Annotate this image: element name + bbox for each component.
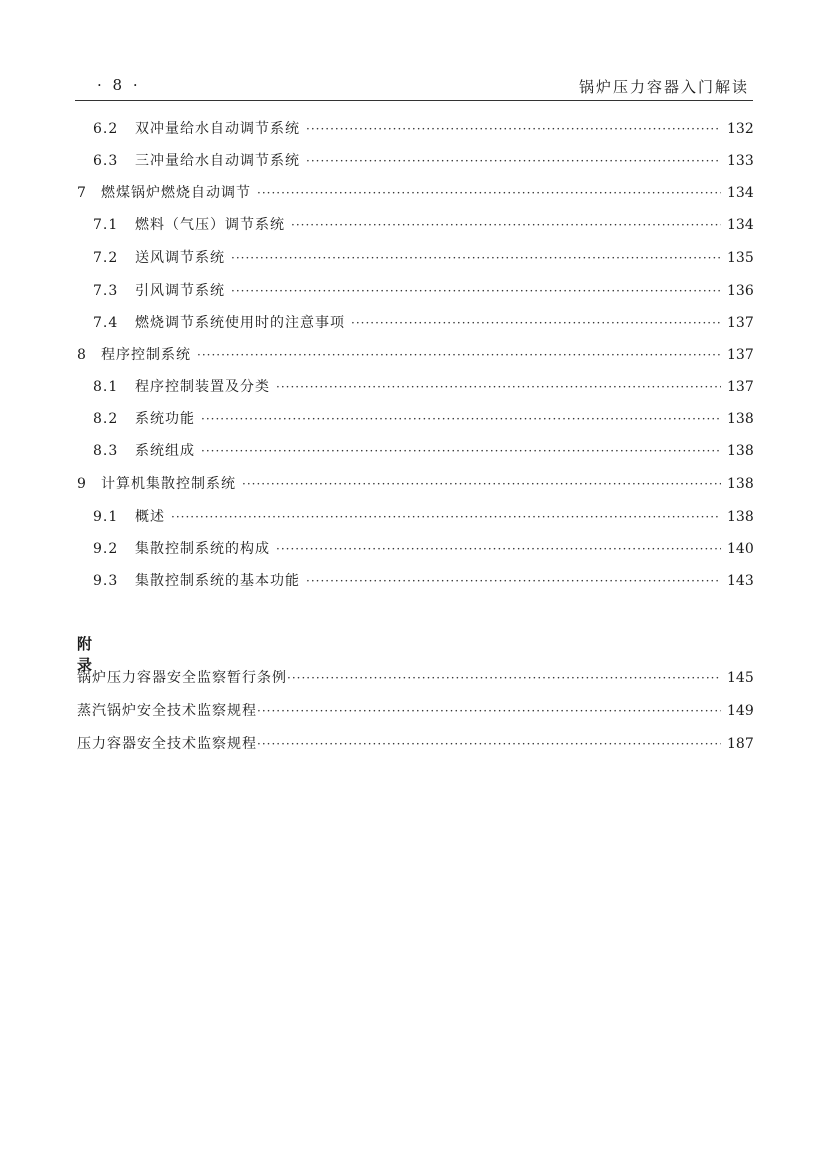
toc-entry-title: 集散控制系统的基本功能 [135,573,300,589]
toc-entry-number: 9.1 [93,509,119,525]
toc-entry-page: 137 [727,315,754,331]
toc-dot-leader [306,570,721,592]
appendix-entry[interactable] [77,667,753,689]
toc-dot-leader [257,182,721,204]
toc-dot-leader [306,118,721,140]
toc-entry-page: 138 [727,476,754,492]
toc-entry-title: 燃煤锅炉燃烧自动调节 [101,185,251,201]
toc-entry-page: 132 [727,121,754,137]
toc-entry-number: 6.2 [93,121,119,137]
toc-entry[interactable] [93,312,753,334]
toc-entry-number: 9.3 [93,573,119,589]
toc-entry-title: 程序控制装置及分类 [135,379,270,395]
toc-entry-number: 7.4 [93,315,119,331]
toc-entry[interactable] [77,473,753,495]
toc-entry-page: 143 [727,573,754,589]
toc-entry-page: 135 [727,250,754,266]
toc-entry-title: 燃烧调节系统使用时的注意事项 [135,315,345,331]
toc-entry-title: 引风调节系统 [135,283,225,299]
toc-entry-title: 送风调节系统 [135,250,225,266]
toc-entry-title: 系统组成 [135,443,195,459]
toc-entry-number: 7 [77,185,87,201]
toc-entry-page: 137 [727,379,754,395]
toc-entry[interactable] [77,182,753,204]
appendix-entry[interactable] [77,733,753,755]
toc-entry-number: 8.2 [93,411,119,427]
appendix-entry-title: 锅炉压力容器安全监察暂行条例 [77,670,287,686]
toc-entry[interactable] [77,344,753,366]
toc-entry-title: 概述 [135,509,165,525]
toc-entry-title: 双冲量给水自动调节系统 [135,121,300,137]
toc-entry[interactable] [93,506,753,528]
toc-dot-leader [257,733,721,755]
toc-entry-number: 6.3 [93,153,119,169]
toc-entry-page: 137 [727,347,754,363]
toc-entry-title: 三冲量给水自动调节系统 [135,153,300,169]
book-title: 锅炉压力容器入门解读 [578,78,749,96]
toc-entry-page: 138 [727,411,754,427]
toc-entry-page: 134 [727,217,754,233]
toc-dot-leader [276,538,721,560]
toc-entry[interactable] [93,150,753,172]
appendix-entry-page: 149 [727,703,754,719]
toc-entry-page: 138 [727,509,754,525]
toc-dot-leader [306,150,721,172]
header-rule [75,100,753,101]
toc-dot-leader [197,344,721,366]
toc-entry-number: 8 [77,347,87,363]
running-head [75,74,753,100]
toc-entry-number: 8.3 [93,443,119,459]
toc-entry[interactable] [93,440,753,462]
toc-entry[interactable] [93,570,753,592]
toc-dot-leader [291,214,721,236]
toc-entry-number: 9 [77,476,87,492]
toc-entry-title: 计算机集散控制系统 [101,476,236,492]
toc-dot-leader [201,408,721,430]
toc-entry-title: 燃料（气压）调节系统 [135,217,285,233]
toc-entry-page: 138 [727,443,754,459]
toc-entry[interactable] [93,538,753,560]
toc-entry-page: 136 [727,283,754,299]
toc-entry[interactable] [93,280,753,302]
toc-dot-leader [351,312,721,334]
appendix-entry[interactable] [77,700,753,722]
appendix-entry-page: 187 [727,736,754,752]
appendix-entry-title: 蒸汽锅炉安全技术监察规程 [77,703,257,719]
toc-dot-leader [171,506,721,528]
page-number: · 8 · [97,76,141,94]
toc-dot-leader [287,667,721,689]
appendix-entry-page: 145 [727,670,754,686]
toc-dot-leader [257,700,721,722]
toc-dot-leader [231,280,721,302]
toc-entry-page: 140 [727,541,754,557]
toc-entry-page: 134 [727,185,754,201]
toc-entry-title: 系统功能 [135,411,195,427]
toc-entry-number: 7.3 [93,283,119,299]
toc-entry[interactable] [93,118,753,140]
toc-dot-leader [231,247,721,269]
toc-entry[interactable] [93,247,753,269]
toc-entry-number: 9.2 [93,541,119,557]
toc-entry[interactable] [93,214,753,236]
appendix-heading: 附录 [77,635,95,674]
appendix-entry-title: 压力容器安全技术监察规程 [77,736,257,752]
toc-dot-leader [242,473,721,495]
toc-entry[interactable] [93,408,753,430]
toc-entry-number: 7.2 [93,250,119,266]
toc-entry-title: 程序控制系统 [101,347,191,363]
toc-entry-title: 集散控制系统的构成 [135,541,270,557]
toc-entry[interactable] [93,376,753,398]
toc-entry-page: 133 [727,153,754,169]
toc-entry-number: 7.1 [93,217,119,233]
toc-dot-leader [276,376,721,398]
toc-dot-leader [201,440,721,462]
toc-entry-number: 8.1 [93,379,119,395]
